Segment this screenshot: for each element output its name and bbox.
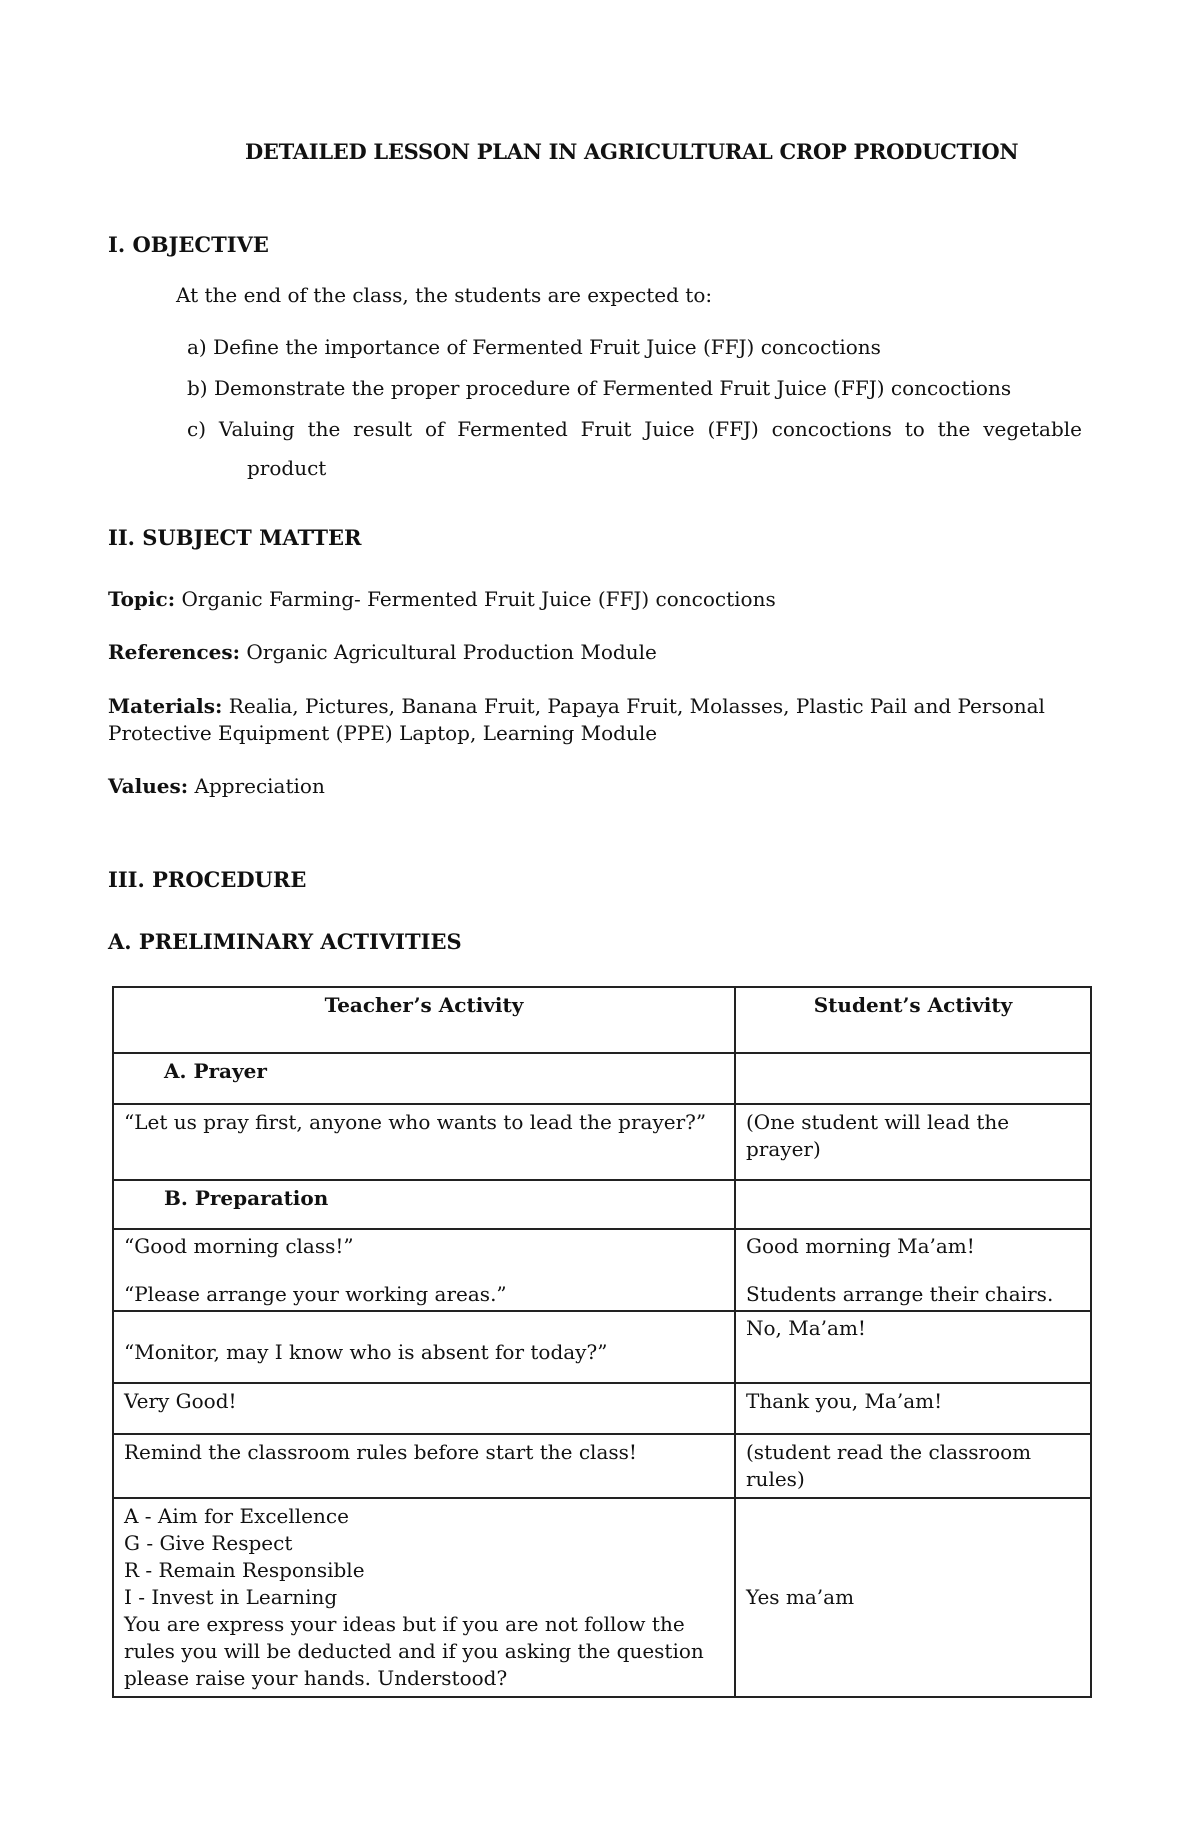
preparation-label-row: [113, 1180, 1091, 1229]
subject-matter-heading: II. SUBJECT MATTER: [108, 525, 362, 550]
table-row: [113, 1104, 1091, 1180]
topic-label: Topic:: [108, 587, 176, 611]
table-row: [113, 1383, 1091, 1434]
prayer-student-cell: (One student will lead the prayer): [735, 1104, 1091, 1180]
objective-intro: At the end of the class, the students are expected to:: [176, 283, 713, 307]
procedure-heading: III. PROCEDURE: [108, 867, 307, 892]
table-row: [113, 1434, 1091, 1498]
student-cell: No, Ma’am!: [735, 1311, 1091, 1383]
topic-line: [108, 587, 776, 611]
student-activity-header: Student’s Activity: [735, 987, 1091, 1053]
table-row: [113, 1229, 1091, 1311]
student-cell: (student read the classroom rules): [735, 1434, 1091, 1498]
references-label: References:: [108, 640, 241, 664]
objective-heading: I. OBJECTIVE: [108, 232, 269, 257]
preliminary-activities-heading: A. PRELIMINARY ACTIVITIES: [108, 929, 462, 954]
document-title: DETAILED LESSON PLAN IN AGRICULTURAL CROP PRODUCTION: [245, 139, 1019, 164]
objective-item-a: a) Define the importance of Fermented Fruit Juice (FFJ) concoctions: [187, 335, 881, 359]
materials-line-2: Protective Equipment (PPE) Laptop, Learning Module: [108, 721, 658, 745]
teacher-cell: Very Good!: [113, 1383, 735, 1434]
values-label: Values:: [108, 774, 189, 798]
table-row: [113, 1311, 1091, 1383]
student-cell: Good morning Ma’am! Students arrange their chairs.: [735, 1229, 1091, 1311]
preparation-label-student-cell: [735, 1180, 1091, 1229]
references-value: Organic Agricultural Production Module: [246, 640, 657, 664]
prayer-label-row: [113, 1053, 1091, 1104]
topic-value: Organic Farming- Fermented Fruit Juice (FFJ) concoctions: [181, 587, 776, 611]
materials-line: [108, 694, 1045, 718]
objective-item-c-continued: product: [247, 456, 327, 480]
preparation-label: B. Preparation: [113, 1180, 735, 1229]
table-header-row: [113, 987, 1091, 1053]
classroom-rules-cell: A - Aim for Excellence G - Give Respect R - Remain Responsible I - Invest in Learning You are express your ideas but if you are not follow the rules you will be deducted and if you asking the question please raise your hands. Understood?: [113, 1498, 735, 1697]
prayer-label: A. Prayer: [113, 1053, 735, 1104]
activities-table: [112, 986, 1092, 1698]
teacher-cell: “Good morning class!” “Please arrange your working areas.”: [113, 1229, 735, 1311]
prayer-label-student-cell: [735, 1053, 1091, 1104]
table-row: [113, 1498, 1091, 1697]
materials-label: Materials:: [108, 694, 223, 718]
student-cell: Thank you, Ma’am!: [735, 1383, 1091, 1434]
classroom-rules-student-cell: Yes ma’am: [735, 1498, 1091, 1697]
teacher-cell: “Monitor, may I know who is absent for today?”: [113, 1311, 735, 1383]
values-line: [108, 774, 325, 798]
teacher-cell: Remind the classroom rules before start the class!: [113, 1434, 735, 1498]
prayer-teacher-cell: “Let us pray first, anyone who wants to lead the prayer?”: [113, 1104, 735, 1180]
references-line: [108, 640, 657, 664]
teacher-activity-header: Teacher’s Activity: [113, 987, 735, 1053]
objective-item-b: b) Demonstrate the proper procedure of Fermented Fruit Juice (FFJ) concoctions: [187, 376, 1012, 400]
objective-item-c: c) Valuing the result of Fermented Fruit Juice (FFJ) concoctions to the vegetable: [187, 417, 1082, 441]
materials-value: Realia, Pictures, Banana Fruit, Papaya Fruit, Molasses, Plastic Pail and Personal: [228, 694, 1045, 718]
values-value: Appreciation: [194, 774, 325, 798]
